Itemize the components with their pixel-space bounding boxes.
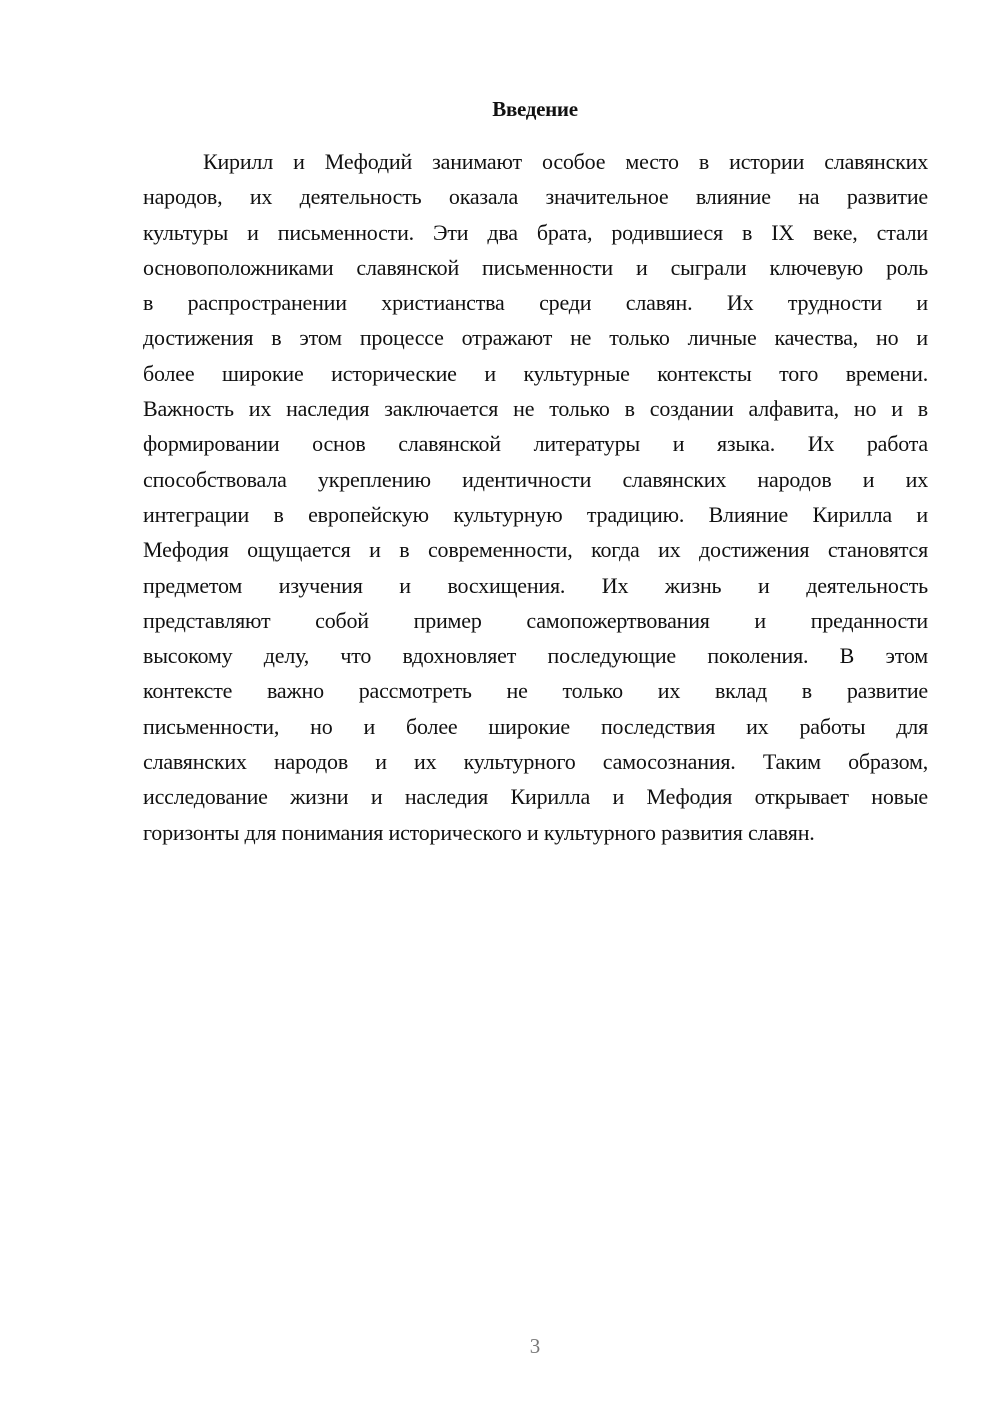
text-line: основоположниками славянской письменности и сыграли ключевую роль (143, 254, 928, 280)
text-line: славянских народов и их культурного самосознания. Таким образом, (143, 749, 928, 775)
text-line: народов, их деятельность оказала значительное влияние на развитие (143, 184, 928, 210)
text-line: интеграции в европейскую культурную традицию. Влияние Кирилла и (143, 501, 928, 527)
text-line: культуры и письменности. Эти два брата, родившиеся в IX веке, стали (143, 219, 928, 245)
paragraph (143, 144, 928, 850)
text-line: способствовала укреплению идентичности славянских народов и их (143, 466, 928, 492)
text-line: контексте важно рассмотреть не только их вклад в развитие (143, 678, 928, 704)
page-number: 3 (529, 1334, 541, 1358)
text-line: письменности, но и более широкие последствия их работы для (143, 713, 928, 739)
section-heading: Введение (492, 97, 578, 121)
text-line: формировании основ славянской литературы и языка. Их работа (143, 431, 928, 457)
text-line: представляют собой пример самопожертвования и преданности (143, 607, 928, 633)
text-line: предметом изучения и восхищения. Их жизнь и деятельность (143, 572, 928, 598)
text-line: исследование жизни и наследия Кирилла и Мефодия открывает новые (143, 784, 928, 810)
text-line: горизонты для понимания исторического и культурного развития славян. (143, 819, 815, 845)
text-line: Кирилл и Мефодий занимают особое место в истории славянских (203, 149, 928, 174)
text-line: Мефодия ощущается и в современности, когда их достижения становятся (143, 537, 928, 563)
text-line: достижения в этом процессе отражают не только личные качества, но и (143, 325, 928, 351)
text-line: Важность их наследия заключается не только в создании алфавита, но и в (143, 396, 928, 422)
text-line: более широкие исторические и культурные контексты того времени. (143, 360, 928, 386)
text-line: в распространении христианства среди славян. Их трудности и (143, 290, 928, 316)
text-line: высокому делу, что вдохновляет последующие поколения. В этом (143, 643, 928, 669)
